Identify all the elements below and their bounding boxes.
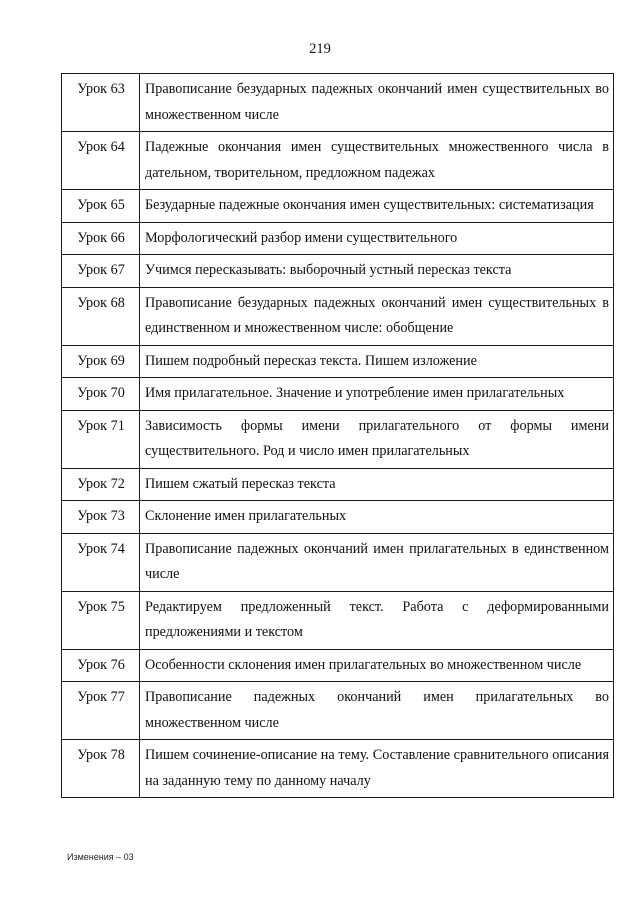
table-row bbox=[62, 132, 614, 190]
lesson-topic: Учимся пересказывать: выборочный устный пересказ текста bbox=[140, 255, 614, 288]
lesson-number: Урок 69 bbox=[62, 345, 140, 378]
lesson-topic: Правописание безударных падежных окончаний имен существительных во множественном числе bbox=[140, 74, 614, 132]
lesson-number: Урок 65 bbox=[62, 190, 140, 223]
lesson-topic: Правописание падежных окончаний имен прилагательных в единственном числе bbox=[140, 533, 614, 591]
table-row bbox=[62, 740, 614, 798]
lesson-topic: Правописание падежных окончаний имен прилагательных во множественном числе bbox=[140, 682, 614, 740]
revision-footer: Изменения – 03 bbox=[67, 852, 134, 862]
lesson-number: Урок 63 bbox=[62, 74, 140, 132]
lesson-number: Урок 67 bbox=[62, 255, 140, 288]
lessons-table bbox=[61, 73, 614, 798]
table-row bbox=[62, 410, 614, 468]
lesson-topic: Пишем сжатый пересказ текста bbox=[140, 468, 614, 501]
table-row bbox=[62, 378, 614, 411]
lesson-number: Урок 74 bbox=[62, 533, 140, 591]
lesson-topic: Редактируем предложенный текст. Работа с деформированными предложениями и текстом bbox=[140, 591, 614, 649]
lesson-number: Урок 66 bbox=[62, 222, 140, 255]
table-row bbox=[62, 255, 614, 288]
lesson-topic: Пишем сочинение-описание на тему. Составление сравнительного описания на заданную тему по данному началу bbox=[140, 740, 614, 798]
lesson-topic: Морфологический разбор имени существительного bbox=[140, 222, 614, 255]
lesson-topic: Падежные окончания имен существительных множественного числа в дательном, творительном, предложном падежах bbox=[140, 132, 614, 190]
lesson-topic: Зависимость формы имени прилагательного от формы имени существительного. Род и число имен прилагательных bbox=[140, 410, 614, 468]
table-row bbox=[62, 190, 614, 223]
page-number: 219 bbox=[309, 41, 331, 57]
lesson-number: Урок 75 bbox=[62, 591, 140, 649]
table-row bbox=[62, 682, 614, 740]
lesson-number: Урок 72 bbox=[62, 468, 140, 501]
table-row bbox=[62, 468, 614, 501]
table-row bbox=[62, 222, 614, 255]
table-row bbox=[62, 649, 614, 682]
lesson-number: Урок 68 bbox=[62, 287, 140, 345]
lesson-number: Урок 71 bbox=[62, 410, 140, 468]
lesson-number: Урок 76 bbox=[62, 649, 140, 682]
table-row bbox=[62, 345, 614, 378]
lesson-number: Урок 73 bbox=[62, 501, 140, 534]
table-row bbox=[62, 533, 614, 591]
lesson-number: Урок 78 bbox=[62, 740, 140, 798]
lesson-number: Урок 70 bbox=[62, 378, 140, 411]
lesson-number: Урок 64 bbox=[62, 132, 140, 190]
lesson-topic: Безударные падежные окончания имен существительных: систематизация bbox=[140, 190, 614, 223]
lesson-topic: Правописание безударных падежных окончаний имен существительных в единственном и множественном числе: обобщение bbox=[140, 287, 614, 345]
lesson-number: Урок 77 bbox=[62, 682, 140, 740]
lesson-topic: Особенности склонения имен прилагательных во множественном числе bbox=[140, 649, 614, 682]
table-row bbox=[62, 591, 614, 649]
table-row bbox=[62, 287, 614, 345]
table-row bbox=[62, 501, 614, 534]
table-row bbox=[62, 74, 614, 132]
lesson-topic: Склонение имен прилагательных bbox=[140, 501, 614, 534]
lesson-topic: Имя прилагательное. Значение и употребление имен прилагательных bbox=[140, 378, 614, 411]
lesson-topic: Пишем подробный пересказ текста. Пишем изложение bbox=[140, 345, 614, 378]
